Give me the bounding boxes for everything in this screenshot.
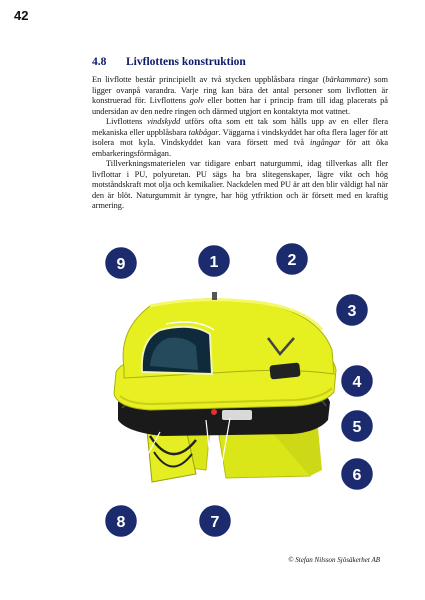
svg-text:8: 8 <box>116 514 126 531</box>
text-run: ) som ligger ovanpå varandra. Varje ring kan bära det antal personer som livflotten är konstruerad för. Livflottens <box>92 75 388 105</box>
paragraph <box>92 159 388 212</box>
svg-text:9: 9 <box>116 256 126 273</box>
svg-text:7: 7 <box>210 514 220 531</box>
callout-3 <box>335 293 369 327</box>
svg-text:6: 6 <box>352 467 362 484</box>
svg-text:3: 3 <box>347 303 357 320</box>
callout-2 <box>275 242 309 276</box>
italic-term: takbågar <box>188 127 219 137</box>
italic-term: ingångar <box>309 138 341 147</box>
valve-icon <box>211 409 217 415</box>
svg-text:2: 2 <box>287 252 297 269</box>
italic-term: bärkammare <box>325 75 368 84</box>
callout-4 <box>340 364 374 398</box>
callout-1 <box>197 244 231 278</box>
page-number: 42 <box>14 8 29 23</box>
section-title: Livflottens konstruktion <box>126 56 246 68</box>
svg-text:1: 1 <box>209 254 219 271</box>
life-raft-figure <box>0 238 425 563</box>
text-run: utförs ofta som ett tak som hålls upp av en eller flera mekaniska eller uppblåsbara <box>92 117 389 137</box>
text-run: . Väggarna i vindskyddet har ofta flera lager för att isolera mot kyla. Vindskyddet kan vara försett med två <box>92 127 388 147</box>
callout-7 <box>198 504 232 538</box>
text-run: En livflotte består principiellt av två stycken uppblåsbara ringar ( <box>92 75 326 84</box>
paragraph <box>92 117 388 159</box>
svg-text:4: 4 <box>352 374 362 391</box>
text-run: Livflottens <box>106 117 148 126</box>
italic-term: vindskydd <box>147 117 181 126</box>
callout-8 <box>104 504 138 538</box>
canopy <box>123 292 334 380</box>
italic-term: golv <box>189 96 204 105</box>
callout-6 <box>340 457 374 491</box>
valve-label <box>222 410 252 420</box>
callout-9 <box>104 246 138 280</box>
body-text <box>92 75 388 212</box>
section-heading <box>92 56 392 68</box>
text-run: för att öka embarkeringsförmågan. <box>92 138 389 158</box>
callout-5 <box>340 409 374 443</box>
canopy-light-icon <box>212 292 217 300</box>
copyright: © Stefan Nilsson Sjösäkerhet AB <box>288 556 380 564</box>
paragraph <box>92 75 388 117</box>
svg-text:5: 5 <box>352 419 362 436</box>
text-run: Tillverkningsmaterielen var tidigare enbart naturgummi, idag tillverkas allt fler livflottar i PU, polyuretan. PU sägs ha bra slitegenskaper, lägre vikt och hög motståndskraft mot olja och kemikalier. Nackdelen med PU är att den blir väldigt hal när den är blöt. Naturgummit är tyngre, har hög ytfriktion och är försett med en kraftig armering. <box>92 159 388 210</box>
section-number: 4.8 <box>92 56 107 68</box>
text-run: eller botten har i princip fram till idag placerats på undersidan av den nedre ringen och därmed utgjort en kontaktyta mot vattnet. <box>92 96 388 116</box>
